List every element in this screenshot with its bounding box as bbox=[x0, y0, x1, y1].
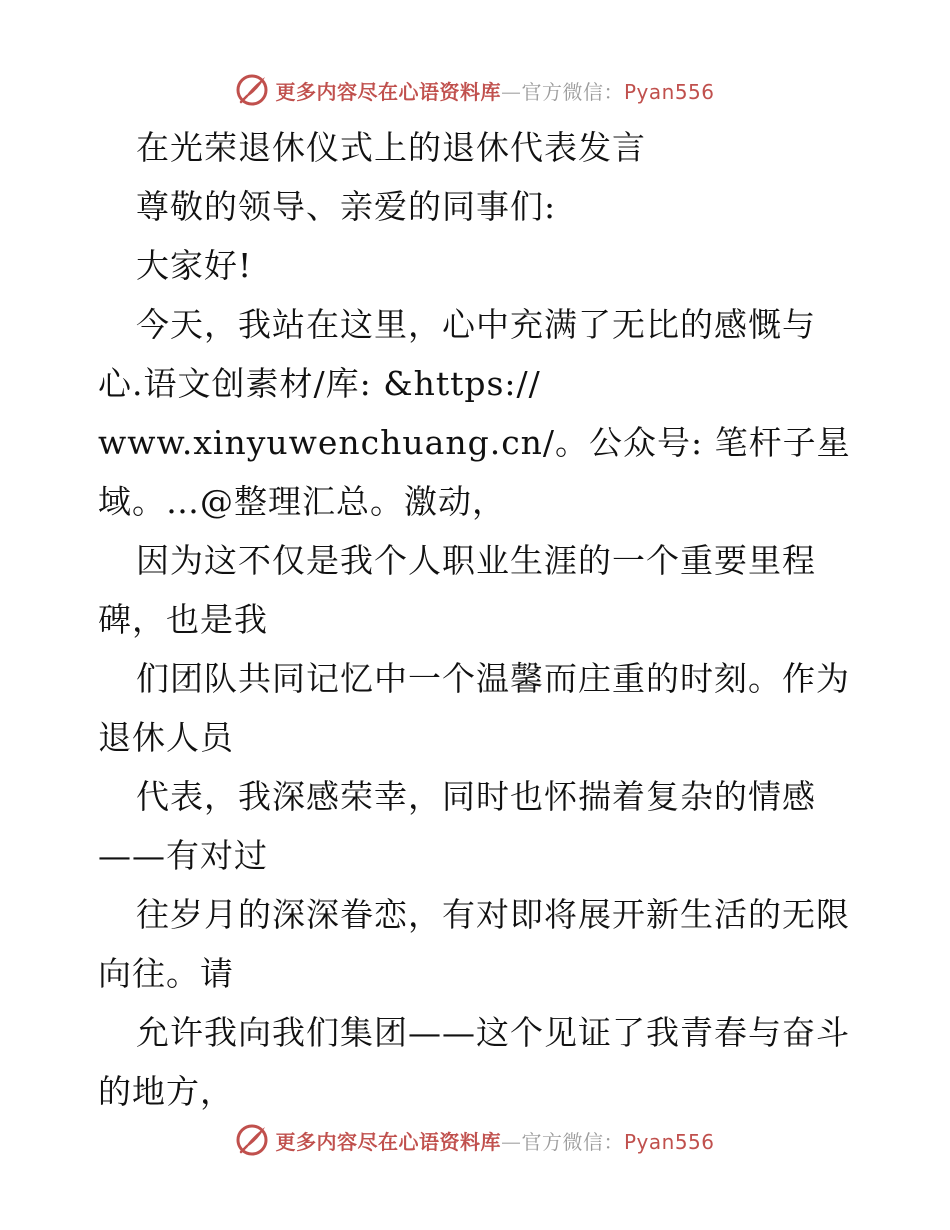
document-line: 心.语文创素材/库: &https:// bbox=[98, 364, 541, 403]
banner-wechat-label: 官方微信： bbox=[521, 1129, 624, 1154]
banner-text bbox=[275, 76, 714, 105]
document-line: 碑，也是我 bbox=[98, 600, 268, 639]
document-line: 的地方， bbox=[98, 1072, 234, 1111]
document-line: 退休人员 bbox=[98, 718, 234, 757]
banner-main-text: 更多内容尽在心语资料库 bbox=[275, 79, 501, 104]
quill-logo-icon bbox=[235, 1123, 269, 1157]
document-line: 在光荣退休仪式上的退休代表发言 bbox=[136, 128, 646, 167]
banner-wechat-id: Pyan556 bbox=[623, 1129, 715, 1154]
banner-main-text: 更多内容尽在心语资料库 bbox=[275, 1129, 501, 1154]
document-line: 因为这不仅是我个人职业生涯的一个重要里程 bbox=[136, 541, 816, 580]
document-line: 向往。请 bbox=[98, 954, 234, 993]
banner-wechat-label: 官方微信： bbox=[521, 79, 624, 104]
document-line: 域。…@整理汇总。激动， bbox=[98, 482, 506, 521]
document-line: 们团队共同记忆中一个温馨而庄重的时刻。作为 bbox=[136, 659, 850, 698]
document-line: www.xinyuwenchuang.cn/。公众号: 笔杆子星 bbox=[98, 423, 851, 462]
document-body bbox=[98, 118, 888, 1121]
header-banner bbox=[0, 70, 950, 110]
banner-wechat-id: Pyan556 bbox=[623, 79, 715, 104]
document-line: 今天，我站在这里，心中充满了无比的感慨与 bbox=[136, 305, 816, 344]
banner-text bbox=[275, 1126, 714, 1155]
document-line: 往岁月的深深眷恋，有对即将展开新生活的无限 bbox=[136, 895, 850, 934]
document-line: 允许我向我们集团——这个见证了我青春与奋斗 bbox=[136, 1013, 850, 1052]
quill-logo-icon bbox=[235, 73, 269, 107]
banner-separator: — bbox=[500, 1129, 522, 1154]
document-line: 尊敬的领导、亲爱的同事们: bbox=[136, 187, 557, 226]
document-line: 代表，我深感荣幸，同时也怀揣着复杂的情感 bbox=[136, 777, 816, 816]
document-line: ——有对过 bbox=[98, 836, 268, 875]
document-line: 大家好! bbox=[136, 246, 253, 285]
footer-banner bbox=[0, 1120, 950, 1160]
banner-separator: — bbox=[500, 79, 522, 104]
